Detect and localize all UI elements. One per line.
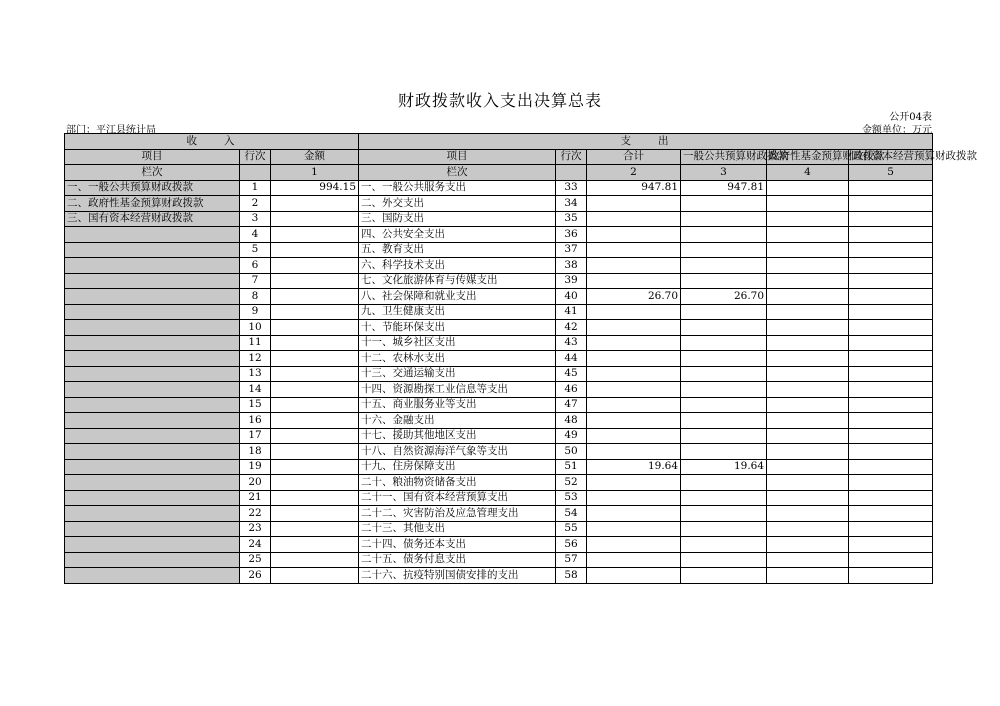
income-item-cell: [65, 475, 240, 491]
general-budget-cell: [681, 351, 767, 367]
table-row: [65, 428, 933, 444]
expense-row-number: 41: [556, 304, 587, 320]
state-capital-cell: [849, 521, 933, 537]
expense-item-cell: 十四、资源勘探工业信息等支出: [359, 382, 556, 398]
income-item-cell: [65, 444, 240, 460]
state-capital-cell: [849, 211, 933, 227]
total-cell: [587, 351, 681, 367]
state-capital-cell: [849, 568, 933, 584]
general-budget-cell: [681, 242, 767, 258]
total-cell: [587, 428, 681, 444]
expense-row-number: 36: [556, 227, 587, 243]
income-amount-cell: [271, 196, 359, 212]
table-row: [65, 242, 933, 258]
gov-fund-cell: [767, 459, 849, 475]
total-cell: [587, 366, 681, 382]
income-item-cell: [65, 490, 240, 506]
gov-fund-cell: [767, 258, 849, 274]
income-amount-cell: [271, 258, 359, 274]
income-row-number: 3: [240, 211, 271, 227]
col-header-state-capital: 国有资本经营预算财政拨款: [849, 149, 933, 165]
total-cell: [587, 475, 681, 491]
income-row-number: 14: [240, 382, 271, 398]
general-budget-cell: [681, 490, 767, 506]
col-index-label-left: 栏次: [65, 165, 240, 181]
total-cell: [587, 568, 681, 584]
income-item-cell: [65, 258, 240, 274]
expense-section-header: 支 出: [359, 134, 933, 150]
gov-fund-cell: [767, 444, 849, 460]
table-row: [65, 227, 933, 243]
table-row: [65, 180, 933, 196]
gov-fund-cell: [767, 568, 849, 584]
income-amount-cell: [271, 413, 359, 429]
general-budget-cell: [681, 258, 767, 274]
general-budget-cell: [681, 196, 767, 212]
table-row: [65, 537, 933, 553]
income-item-cell: [65, 320, 240, 336]
expense-item-cell: 十七、援助其他地区支出: [359, 428, 556, 444]
total-cell: [587, 490, 681, 506]
expense-item-cell: 二十一、国有资本经营预算支出: [359, 490, 556, 506]
income-item-cell: [65, 366, 240, 382]
table-row: [65, 444, 933, 460]
expense-row-number: 47: [556, 397, 587, 413]
state-capital-cell: [849, 180, 933, 196]
column-header-row: [65, 149, 933, 165]
total-cell: [587, 273, 681, 289]
col-header-general-budget: 一般公共预算财政拨款: [681, 149, 767, 165]
gov-fund-cell: [767, 196, 849, 212]
income-item-cell: [65, 273, 240, 289]
income-item-cell: [65, 428, 240, 444]
expense-row-number: 38: [556, 258, 587, 274]
total-cell: [587, 335, 681, 351]
expense-item-cell: 三、国防支出: [359, 211, 556, 227]
table-row: [65, 335, 933, 351]
total-cell: [587, 304, 681, 320]
gov-fund-cell: [767, 537, 849, 553]
gov-fund-cell: [767, 413, 849, 429]
income-row-number: 10: [240, 320, 271, 336]
col-index-gov-fund: 4: [767, 165, 849, 181]
income-item-cell: [65, 568, 240, 584]
table-row: [65, 304, 933, 320]
expense-row-number: 50: [556, 444, 587, 460]
income-amount-cell: [271, 552, 359, 568]
expense-row-number: 57: [556, 552, 587, 568]
income-item-cell: [65, 506, 240, 522]
total-cell: [587, 506, 681, 522]
col-header-income-item: 项目: [65, 149, 240, 165]
general-budget-cell: [681, 428, 767, 444]
expense-item-cell: 九、卫生健康支出: [359, 304, 556, 320]
state-capital-cell: [849, 366, 933, 382]
state-capital-cell: [849, 506, 933, 522]
expense-item-cell: 十、节能环保支出: [359, 320, 556, 336]
income-item-cell: [65, 552, 240, 568]
gov-fund-cell: [767, 211, 849, 227]
state-capital-cell: [849, 428, 933, 444]
general-budget-cell: [681, 552, 767, 568]
gov-fund-cell: [767, 552, 849, 568]
income-row-number: 26: [240, 568, 271, 584]
state-capital-cell: [849, 227, 933, 243]
expense-row-number: 42: [556, 320, 587, 336]
gov-fund-cell: [767, 506, 849, 522]
general-budget-cell: [681, 506, 767, 522]
gov-fund-cell: [767, 521, 849, 537]
expense-row-number: 35: [556, 211, 587, 227]
general-budget-cell: 19.64: [681, 459, 767, 475]
expense-item-cell: 二十、粮油物资储备支出: [359, 475, 556, 491]
income-row-number: 15: [240, 397, 271, 413]
gov-fund-cell: [767, 304, 849, 320]
income-item-cell: [65, 397, 240, 413]
total-cell: [587, 397, 681, 413]
income-amount-cell: [271, 521, 359, 537]
expense-item-cell: 十三、交通运输支出: [359, 366, 556, 382]
income-item-cell: [65, 304, 240, 320]
total-cell: [587, 242, 681, 258]
gov-fund-cell: [767, 289, 849, 305]
state-capital-cell: [849, 382, 933, 398]
general-budget-cell: [681, 413, 767, 429]
expense-row-number: 40: [556, 289, 587, 305]
expense-item-cell: 十八、自然资源海洋气象等支出: [359, 444, 556, 460]
total-cell: [587, 227, 681, 243]
col-header-income-amount: 金额: [271, 149, 359, 165]
state-capital-cell: [849, 552, 933, 568]
income-amount-cell: [271, 335, 359, 351]
expense-item-cell: 一、一般公共服务支出: [359, 180, 556, 196]
expense-item-cell: 八、社会保障和就业支出: [359, 289, 556, 305]
income-item-cell: [65, 289, 240, 305]
expense-row-number: 48: [556, 413, 587, 429]
column-index-row: [65, 165, 933, 181]
general-budget-cell: [681, 320, 767, 336]
expense-item-cell: 五、教育支出: [359, 242, 556, 258]
state-capital-cell: [849, 397, 933, 413]
expense-row-number: 34: [556, 196, 587, 212]
general-budget-cell: [681, 335, 767, 351]
col-header-total: 合计: [587, 149, 681, 165]
income-row-number: 23: [240, 521, 271, 537]
general-budget-cell: [681, 397, 767, 413]
income-amount-cell: [271, 304, 359, 320]
col-index-label-right: 栏次: [359, 165, 556, 181]
expense-item-cell: 十二、农林水支出: [359, 351, 556, 367]
income-row-number: 22: [240, 506, 271, 522]
expense-row-number: 54: [556, 506, 587, 522]
income-amount-cell: [271, 211, 359, 227]
table-row: [65, 211, 933, 227]
income-item-cell: [65, 459, 240, 475]
income-row-number: 21: [240, 490, 271, 506]
state-capital-cell: [849, 537, 933, 553]
table-row: [65, 351, 933, 367]
table-row: [65, 258, 933, 274]
table-row: [65, 568, 933, 584]
table-row: [65, 366, 933, 382]
income-row-number: 4: [240, 227, 271, 243]
income-row-number: 8: [240, 289, 271, 305]
expense-item-cell: 四、公共安全支出: [359, 227, 556, 243]
table-row: [65, 475, 933, 491]
col-index-total: 2: [587, 165, 681, 181]
income-row-number: 25: [240, 552, 271, 568]
table-row: [65, 382, 933, 398]
income-item-cell: 二、政府性基金预算财政拨款: [65, 196, 240, 212]
table-row: [65, 196, 933, 212]
income-row-number: 24: [240, 537, 271, 553]
income-row-number: 13: [240, 366, 271, 382]
gov-fund-cell: [767, 320, 849, 336]
income-amount-cell: [271, 490, 359, 506]
col-header-expense-row: 行次: [556, 149, 587, 165]
unit-label: 金额单位：万元: [862, 125, 932, 136]
income-item-cell: 三、国有资本经营财政拨款: [65, 211, 240, 227]
income-amount-cell: [271, 506, 359, 522]
table-row: [65, 289, 933, 305]
income-row-number: 7: [240, 273, 271, 289]
total-cell: [587, 552, 681, 568]
general-budget-cell: 947.81: [681, 180, 767, 196]
general-budget-cell: [681, 211, 767, 227]
income-item-cell: [65, 242, 240, 258]
income-item-cell: [65, 382, 240, 398]
state-capital-cell: [849, 289, 933, 305]
general-budget-cell: [681, 475, 767, 491]
table-row: [65, 521, 933, 537]
state-capital-cell: [849, 475, 933, 491]
income-section-header: 收 入: [65, 134, 359, 150]
expense-item-cell: 十一、城乡社区支出: [359, 335, 556, 351]
general-budget-cell: [681, 568, 767, 584]
general-budget-cell: [681, 444, 767, 460]
table-row: [65, 552, 933, 568]
income-row-number: 1: [240, 180, 271, 196]
state-capital-cell: [849, 304, 933, 320]
income-amount-cell: [271, 475, 359, 491]
income-item-cell: [65, 537, 240, 553]
gov-fund-cell: [767, 351, 849, 367]
total-cell: [587, 444, 681, 460]
expense-row-number: 43: [556, 335, 587, 351]
expense-item-cell: 十六、金融支出: [359, 413, 556, 429]
col-index-income-amount: 1: [271, 165, 359, 181]
gov-fund-cell: [767, 335, 849, 351]
table-row: [65, 273, 933, 289]
income-amount-cell: [271, 459, 359, 475]
col-header-gov-fund: 政府性基金预算财政拨款: [767, 149, 849, 165]
gov-fund-cell: [767, 490, 849, 506]
section-header-row: [65, 134, 933, 150]
state-capital-cell: [849, 335, 933, 351]
total-cell: 947.81: [587, 180, 681, 196]
expense-row-number: 56: [556, 537, 587, 553]
income-row-number: 12: [240, 351, 271, 367]
income-row-number: 20: [240, 475, 271, 491]
expense-row-number: 51: [556, 459, 587, 475]
income-amount-cell: 994.15: [271, 180, 359, 196]
income-amount-cell: [271, 366, 359, 382]
total-cell: [587, 211, 681, 227]
state-capital-cell: [849, 444, 933, 460]
state-capital-cell: [849, 490, 933, 506]
expense-item-cell: 二十六、抗疫特别国债安排的支出: [359, 568, 556, 584]
total-cell: [587, 521, 681, 537]
income-amount-cell: [271, 537, 359, 553]
income-amount-cell: [271, 382, 359, 398]
income-row-number: 19: [240, 459, 271, 475]
expense-row-number: 55: [556, 521, 587, 537]
income-row-number: 5: [240, 242, 271, 258]
table-row: [65, 413, 933, 429]
col-index-blank: [556, 165, 587, 181]
total-cell: [587, 320, 681, 336]
expense-row-number: 58: [556, 568, 587, 584]
general-budget-cell: [681, 304, 767, 320]
income-amount-cell: [271, 289, 359, 305]
expense-row-number: 33: [556, 180, 587, 196]
income-item-cell: [65, 413, 240, 429]
income-amount-cell: [271, 397, 359, 413]
income-amount-cell: [271, 428, 359, 444]
income-item-cell: 一、一般公共预算财政拨款: [65, 180, 240, 196]
expense-item-cell: 二十四、债务还本支出: [359, 537, 556, 553]
table-row: [65, 459, 933, 475]
income-row-number: 16: [240, 413, 271, 429]
income-amount-cell: [271, 351, 359, 367]
gov-fund-cell: [767, 227, 849, 243]
state-capital-cell: [849, 196, 933, 212]
expense-item-cell: 二十三、其他支出: [359, 521, 556, 537]
gov-fund-cell: [767, 475, 849, 491]
expense-item-cell: 六、科学技术支出: [359, 258, 556, 274]
col-index-general-budget: 3: [681, 165, 767, 181]
income-item-cell: [65, 351, 240, 367]
income-amount-cell: [271, 568, 359, 584]
expense-row-number: 45: [556, 366, 587, 382]
income-row-number: 18: [240, 444, 271, 460]
expense-row-number: 52: [556, 475, 587, 491]
income-row-number: 9: [240, 304, 271, 320]
income-amount-cell: [271, 444, 359, 460]
state-capital-cell: [849, 459, 933, 475]
state-capital-cell: [849, 320, 933, 336]
expense-row-number: 46: [556, 382, 587, 398]
expense-row-number: 39: [556, 273, 587, 289]
income-item-cell: [65, 521, 240, 537]
col-header-income-row: 行次: [240, 149, 271, 165]
income-row-number: 2: [240, 196, 271, 212]
total-cell: [587, 258, 681, 274]
gov-fund-cell: [767, 428, 849, 444]
state-capital-cell: [849, 273, 933, 289]
table-row: [65, 320, 933, 336]
gov-fund-cell: [767, 242, 849, 258]
state-capital-cell: [849, 351, 933, 367]
general-budget-cell: [681, 227, 767, 243]
income-amount-cell: [271, 273, 359, 289]
total-cell: [587, 196, 681, 212]
department-label: 部门：平江县统计局: [66, 125, 156, 136]
income-amount-cell: [271, 227, 359, 243]
gov-fund-cell: [767, 382, 849, 398]
total-cell: 26.70: [587, 289, 681, 305]
gov-fund-cell: [767, 180, 849, 196]
expense-item-cell: 七、文化旅游体育与传媒支出: [359, 273, 556, 289]
expense-row-number: 37: [556, 242, 587, 258]
total-cell: [587, 382, 681, 398]
gov-fund-cell: [767, 366, 849, 382]
expense-item-cell: 二十五、债务付息支出: [359, 552, 556, 568]
total-cell: [587, 413, 681, 429]
state-capital-cell: [849, 413, 933, 429]
table-row: [65, 397, 933, 413]
state-capital-cell: [849, 242, 933, 258]
expense-item-cell: 二、外交支出: [359, 196, 556, 212]
income-row-number: 11: [240, 335, 271, 351]
general-budget-cell: 26.70: [681, 289, 767, 305]
budget-table: [64, 133, 978, 584]
col-index-blank: [240, 165, 271, 181]
form-code: 公开04表: [889, 112, 932, 123]
page-title: 财政拨款收入支出决算总表: [397, 91, 602, 110]
expense-row-number: 44: [556, 351, 587, 367]
income-amount-cell: [271, 242, 359, 258]
income-amount-cell: [271, 320, 359, 336]
state-capital-cell: [849, 258, 933, 274]
total-cell: [587, 537, 681, 553]
income-row-number: 17: [240, 428, 271, 444]
general-budget-cell: [681, 521, 767, 537]
expense-row-number: 53: [556, 490, 587, 506]
income-item-cell: [65, 335, 240, 351]
general-budget-cell: [681, 273, 767, 289]
expense-item-cell: 十九、住房保障支出: [359, 459, 556, 475]
general-budget-cell: [681, 382, 767, 398]
col-header-expense-item: 项目: [359, 149, 556, 165]
table-row: [65, 506, 933, 522]
income-row-number: 6: [240, 258, 271, 274]
gov-fund-cell: [767, 397, 849, 413]
total-cell: 19.64: [587, 459, 681, 475]
income-item-cell: [65, 227, 240, 243]
gov-fund-cell: [767, 273, 849, 289]
col-index-state-capital: 5: [849, 165, 933, 181]
general-budget-cell: [681, 537, 767, 553]
expense-row-number: 49: [556, 428, 587, 444]
table-row: [65, 490, 933, 506]
expense-item-cell: 十五、商业服务业等支出: [359, 397, 556, 413]
expense-item-cell: 二十二、灾害防治及应急管理支出: [359, 506, 556, 522]
general-budget-cell: [681, 366, 767, 382]
